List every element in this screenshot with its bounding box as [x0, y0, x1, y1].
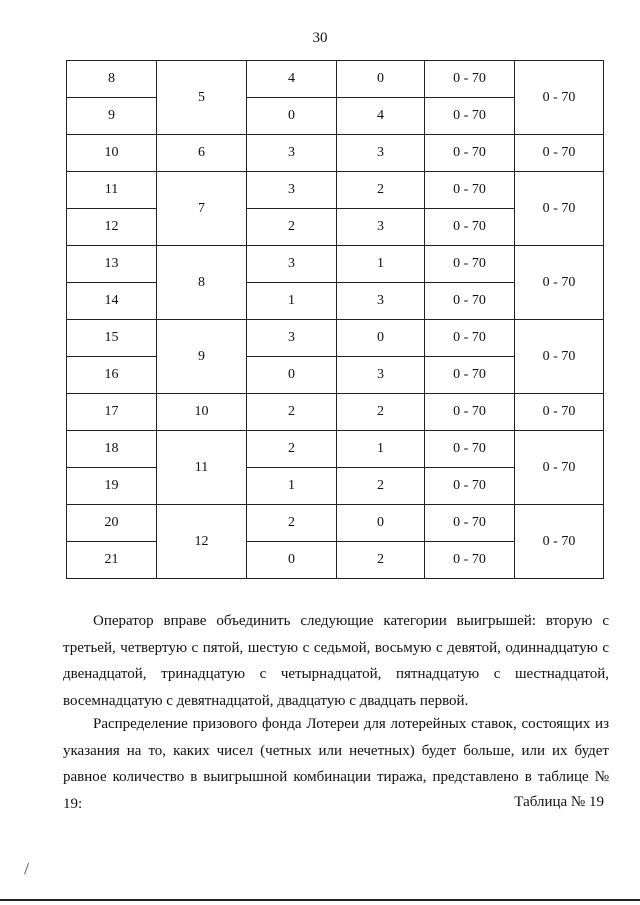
table-cell: 0 [337, 61, 425, 98]
table-cell: 8 [157, 246, 247, 320]
stray-pen-mark [24, 863, 31, 875]
table-cell: 0 - 70 [515, 394, 604, 431]
table-cell: 0 - 70 [515, 246, 604, 320]
table-row [67, 61, 604, 98]
table-cell: 0 [247, 98, 337, 135]
table-row [67, 431, 604, 468]
table-cell: 10 [157, 394, 247, 431]
table-cell: 0 - 70 [515, 505, 604, 579]
table-label: Таблица № 19 [514, 794, 604, 810]
table-cell: 4 [247, 61, 337, 98]
table-cell: 15 [67, 320, 157, 357]
table-cell: 3 [337, 209, 425, 246]
table-cell: 2 [337, 468, 425, 505]
table-cell: 0 - 70 [515, 431, 604, 505]
table-cell: 0 [247, 542, 337, 579]
paragraph-text: Оператор вправе объединить следующие категории выигрышей: вторую с третьей, четвертую с пятой, шестую с седьмой, восьмую с девятой, одиннадцатую с двенадцатой, тринадцатую с четырнадцатой, пятнадцатую с шестнадцатой, восемнадцатую с девятнадцатой, двадцатую с двадцать первой. [63, 613, 609, 709]
table-cell: 11 [157, 431, 247, 505]
table-cell: 3 [247, 135, 337, 172]
table-cell: 0 - 70 [425, 431, 515, 468]
table-cell: 0 [337, 505, 425, 542]
table-cell: 1 [337, 246, 425, 283]
table-row [67, 172, 604, 209]
table-cell: 0 - 70 [515, 135, 604, 172]
table-cell: 6 [157, 135, 247, 172]
table-cell: 2 [247, 505, 337, 542]
table-cell: 13 [67, 246, 157, 283]
table-cell: 17 [67, 394, 157, 431]
table-row [67, 505, 604, 542]
table-cell: 3 [247, 246, 337, 283]
table-cell: 8 [67, 61, 157, 98]
table-cell: 5 [157, 61, 247, 135]
table-cell: 19 [67, 468, 157, 505]
table-cell: 2 [337, 542, 425, 579]
table-cell: 1 [247, 283, 337, 320]
table-cell: 18 [67, 431, 157, 468]
table-cell: 2 [247, 394, 337, 431]
table-cell: 0 [247, 357, 337, 394]
table-cell: 9 [157, 320, 247, 394]
table-cell: 10 [67, 135, 157, 172]
table-cell: 3 [337, 135, 425, 172]
table-row [67, 320, 604, 357]
table-cell: 3 [337, 283, 425, 320]
table-cell: 3 [337, 357, 425, 394]
table-cell: 21 [67, 542, 157, 579]
table-cell: 4 [337, 98, 425, 135]
table-cell: 0 - 70 [515, 320, 604, 394]
table-cell: 0 - 70 [425, 468, 515, 505]
paragraph-text: Распределение призового фонда Лотереи для лотерейных ставок, состоящих из указания на то, каких чисел (четных или нечетных) будет больше, или их будет равное количество в выигрышной комбинации тиража, представлено в таблице № 19: [63, 716, 609, 812]
table-cell: 11 [67, 172, 157, 209]
table-cell: 20 [67, 505, 157, 542]
table-cell: 0 - 70 [425, 98, 515, 135]
table-cell: 3 [247, 172, 337, 209]
prize-distribution-table [66, 60, 604, 579]
table-cell: 12 [157, 505, 247, 579]
table-cell: 12 [67, 209, 157, 246]
table-cell: 0 [337, 320, 425, 357]
table-cell: 0 - 70 [425, 542, 515, 579]
table-row [67, 246, 604, 283]
table-cell: 2 [337, 394, 425, 431]
table-cell: 3 [247, 320, 337, 357]
table-cell: 14 [67, 283, 157, 320]
table-cell: 0 - 70 [425, 61, 515, 98]
table-cell: 0 - 70 [425, 320, 515, 357]
table-cell: 1 [247, 468, 337, 505]
table-row [67, 135, 604, 172]
table-cell: 0 - 70 [425, 505, 515, 542]
table-cell: 0 - 70 [425, 209, 515, 246]
table-cell: 0 - 70 [515, 172, 604, 246]
table-cell: 0 - 70 [425, 283, 515, 320]
table-cell: 2 [247, 209, 337, 246]
table-cell: 0 - 70 [425, 246, 515, 283]
bottom-rule [0, 899, 640, 901]
page-number: 30 [312, 30, 328, 46]
table-cell: 0 - 70 [515, 61, 604, 135]
table-cell: 0 - 70 [425, 135, 515, 172]
table-cell: 0 - 70 [425, 172, 515, 209]
table-cell: 2 [337, 172, 425, 209]
table-cell: 16 [67, 357, 157, 394]
table-cell: 2 [247, 431, 337, 468]
table-cell: 0 - 70 [425, 394, 515, 431]
paragraph-merge-categories [63, 608, 609, 714]
table-cell: 7 [157, 172, 247, 246]
table-row [67, 394, 604, 431]
table-cell: 9 [67, 98, 157, 135]
table-cell: 1 [337, 431, 425, 468]
table-cell: 0 - 70 [425, 357, 515, 394]
